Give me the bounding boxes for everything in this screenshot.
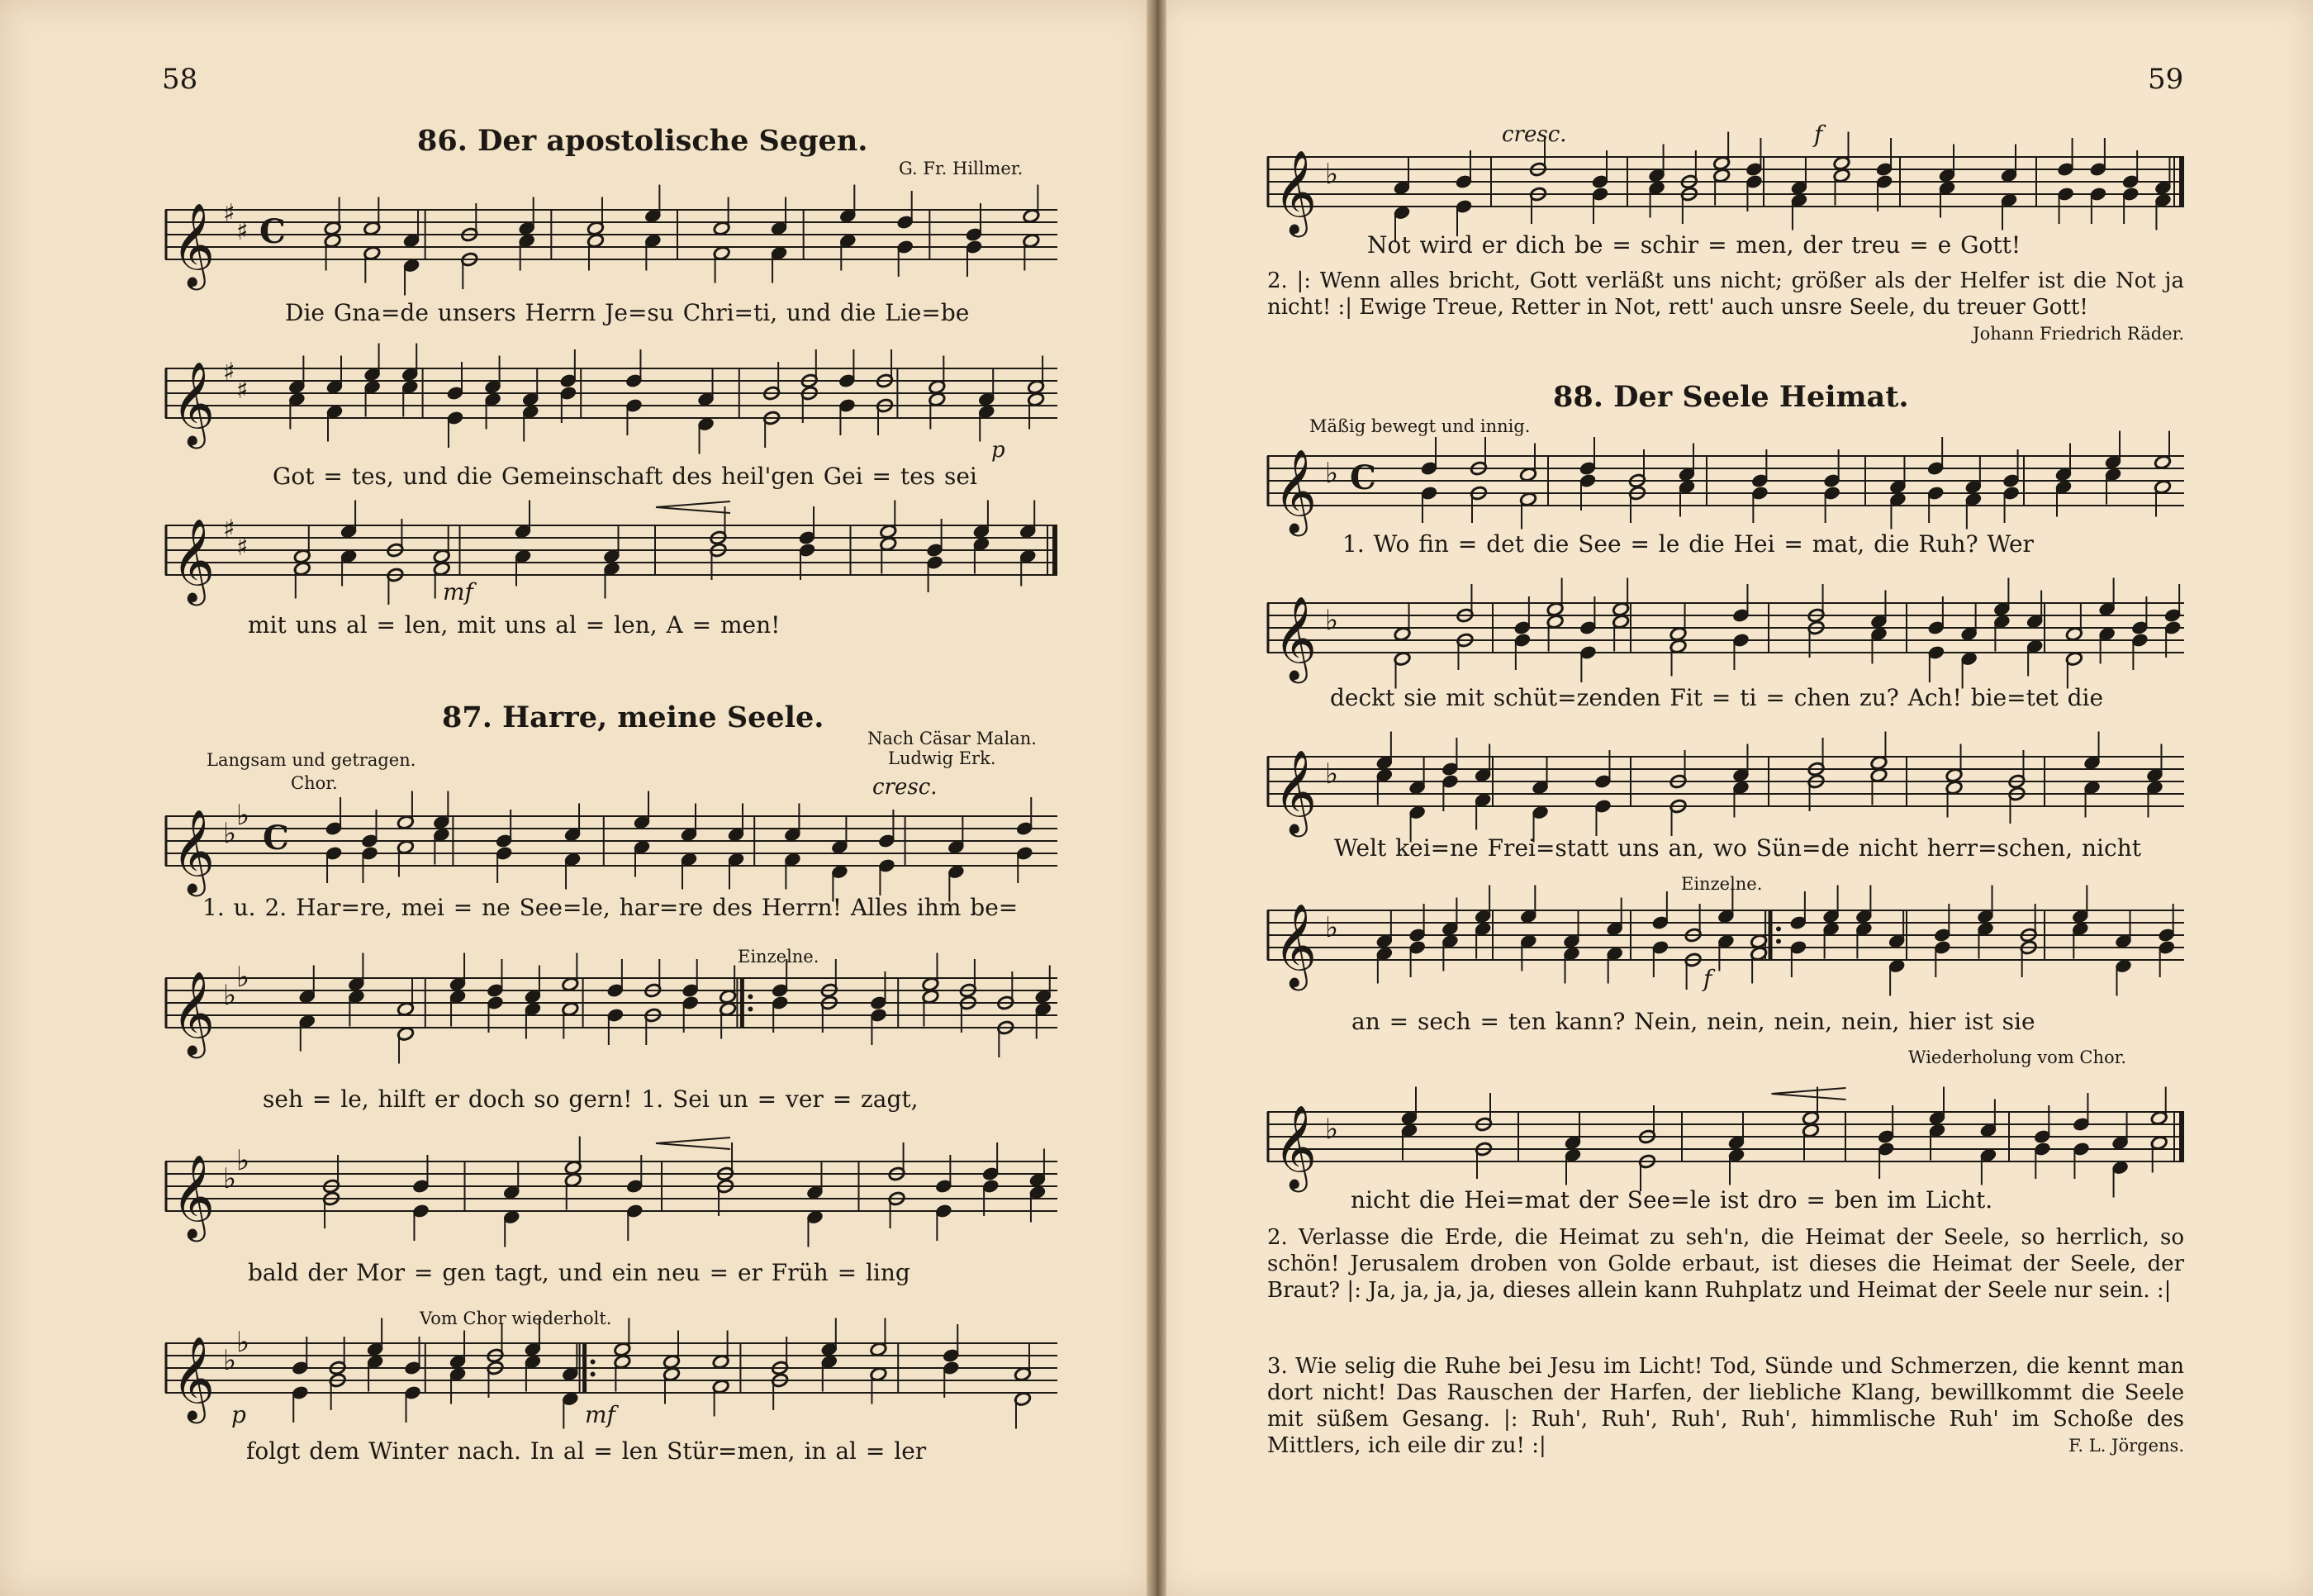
common-time-icon: C (259, 212, 286, 251)
flat-icon: ♭ (236, 961, 250, 994)
verse-2-text: 2. Verlasse die Erde, die Heimat zu seh'n, die Heimat der Seele, so herrlich, so schön! Jerusalem droben von Golde erbaut, ist dieses die Heimat der Seele, der Braut? |: Ja, ja, ja, ja, dieses allein kann Ruhplatz und Heimat der Seele nur sein. :| (1267, 1225, 2184, 1303)
flat-icon: ♭ (236, 1144, 250, 1177)
verse-author: Johann Friedrich Räder. (1973, 324, 2184, 344)
verse-3-text: 3. Wie selig die Ruhe bei Jesu im Licht! Tod, Sünde und Schmerzen, die kennt man dort nicht! Das Rauschen der Harfen, der liebliche Klang, bewillkommt die Seele mit süßem Gesang. |: Ruh', Ruh', Ruh', Ruh', himmlische Ruh' im Schoße des Mittlers, ich eile dir zu! :| (1267, 1354, 2184, 1458)
dynamic-p: p (231, 1401, 246, 1428)
flat-icon: ♭ (236, 799, 250, 832)
music-staff (1267, 149, 2184, 234)
flat-icon: ♭ (1325, 158, 1339, 191)
treble-clef-icon: 𝄞 (172, 202, 216, 287)
lyric-line: 1. Wo fin = det die See = le die Hei = mat, die Ruh? Wer (1342, 530, 2034, 558)
dynamic-cresc: cresc. (1502, 122, 1567, 147)
dynamic-p: p (991, 438, 1005, 463)
flat-icon: ♭ (1325, 604, 1339, 637)
flat-icon: ♭ (1325, 1113, 1339, 1146)
music-staff (165, 358, 1057, 445)
flat-icon: ♭ (223, 1162, 237, 1195)
hymn-87-title: 87. Harre, meine Seele. (442, 701, 824, 734)
treble-clef-icon: 𝄞 (1274, 595, 1318, 680)
lyric-line: Got = tes, und die Gemeinschaft des heil'gen Gei = tes sei (273, 463, 977, 490)
page-number-right: 59 (2148, 63, 2184, 96)
treble-clef-icon: 𝄞 (1274, 448, 1318, 533)
flat-icon: ♭ (1325, 457, 1339, 490)
music-staff (1267, 902, 2184, 987)
tempo-marking: Mäßig bewegt und innig. (1309, 416, 1531, 436)
lyric-line: nicht die Hei=mat der See=le ist dro = ben im Licht. (1351, 1186, 1993, 1214)
treble-clef-icon: 𝄞 (172, 970, 216, 1055)
music-staff (165, 199, 1057, 287)
treble-clef-icon: 𝄞 (172, 1335, 216, 1420)
verse-text (1267, 268, 2184, 347)
hymn-87-composer-2: Ludwig Erk. (888, 748, 996, 768)
sharp-icon: ♯ (236, 376, 249, 405)
dynamic-f: f (1814, 121, 1823, 148)
music-staff (1267, 448, 2184, 533)
verse-2-text: 2. |: Wenn alles bricht, Gott verläßt uns nicht; größer als der Helfer ist die Not ja nicht! :| Ewige Treue, Retter in Not, rett' auch unsre Seele, du treuer Gott! (1267, 268, 2184, 320)
music-staff (1267, 595, 2184, 680)
sharp-icon: ♯ (223, 358, 235, 387)
lyric-line: 1. u. 2. Har=re, mei = ne See=le, har=re des Herrn! Alles ihm be= (202, 894, 1019, 921)
treble-clef-icon: 𝄞 (172, 1153, 216, 1238)
hymn-88-title: 88. Der Seele Heimat. (1553, 380, 1909, 414)
chor-marking: Chor. (291, 773, 338, 793)
lyric-line: bald der Mor = gen tagt, und ein neu = er Früh = ling (248, 1259, 910, 1286)
lyric-line: an = sech = ten kann? Nein, nein, nein, nein, hier ist sie (1351, 1008, 2035, 1035)
dynamic-mf: mf (443, 578, 473, 606)
flat-icon: ♭ (223, 817, 237, 850)
flat-icon: ♭ (1325, 758, 1339, 791)
einzelne-marking: Einzelne. (1681, 874, 1763, 894)
sharp-icon: ♯ (236, 217, 249, 246)
dynamic-f: f (1703, 965, 1712, 992)
music-staff (1267, 1104, 2184, 1189)
lyric-line: Die Gna=de unsers Herrn Je=su Chri=ti, und die Lie=be (285, 299, 970, 326)
lyric-line: Welt kei=ne Frei=statt uns an, wo Sün=de nicht herr=schen, nicht (1334, 834, 2141, 862)
music-staff (165, 1144, 1057, 1238)
treble-clef-icon: 𝄞 (172, 360, 216, 445)
lyric-line: deckt sie mit schüt=zenden Fit = ti = chen zu? Ach! bie=tet die (1330, 684, 2104, 711)
common-time-icon: C (1350, 458, 1376, 497)
lyric-line: Not wird er dich be = schir = men, der treu = e Gott! (1367, 231, 2021, 259)
music-staff (165, 961, 1057, 1055)
hymn-86-title: 86. Der apostolische Segen. (417, 124, 868, 158)
hymn-86-composer: G. Fr. Hillmer. (899, 159, 1024, 178)
treble-clef-icon: 𝄞 (1274, 902, 1318, 987)
dynamic-mf: mf (585, 1401, 615, 1428)
treble-clef-icon: 𝄞 (1274, 149, 1318, 234)
vom-chor-marking: Vom Chor wiederholt. (420, 1309, 612, 1328)
lyric-line: mit uns al = len, mit uns al = len, A = men! (248, 611, 781, 639)
common-time-icon: C (263, 819, 289, 857)
treble-clef-icon: 𝄞 (172, 517, 216, 602)
flat-icon: ♭ (236, 1326, 250, 1359)
lyric-line: seh = le, hilft er doch so gern! 1. Sei un = ver = zagt, (263, 1085, 919, 1113)
dynamic-cresc: cresc. (872, 775, 938, 800)
tempo-marking: Langsam und getragen. (207, 750, 416, 770)
verse-text (1267, 1353, 2184, 1459)
sharp-icon: ♯ (223, 515, 235, 544)
book-gutter (1147, 0, 1166, 1596)
hymn-87-composer-1: Nach Cäsar Malan. (867, 729, 1037, 748)
flat-icon: ♭ (1325, 911, 1339, 944)
wiederholung-marking: Wiederholung vom Chor. (1908, 1047, 2127, 1067)
flat-icon: ♭ (223, 979, 237, 1012)
einzelne-marking: Einzelne. (738, 947, 819, 967)
treble-clef-icon: 𝄞 (1274, 1104, 1318, 1189)
page-number-left: 58 (162, 63, 198, 96)
sharp-icon: ♯ (223, 199, 235, 228)
music-staff (1267, 748, 2184, 834)
flat-icon: ♭ (223, 1344, 237, 1377)
verse-author: F. L. Jörgens. (2068, 1436, 2184, 1456)
music-staff (165, 799, 1057, 893)
sharp-icon: ♯ (236, 533, 249, 562)
lyric-line: folgt dem Winter nach. In al = len Stür=men, in al = ler (246, 1437, 927, 1465)
treble-clef-icon: 𝄞 (1274, 748, 1318, 834)
treble-clef-icon: 𝄞 (172, 808, 216, 893)
